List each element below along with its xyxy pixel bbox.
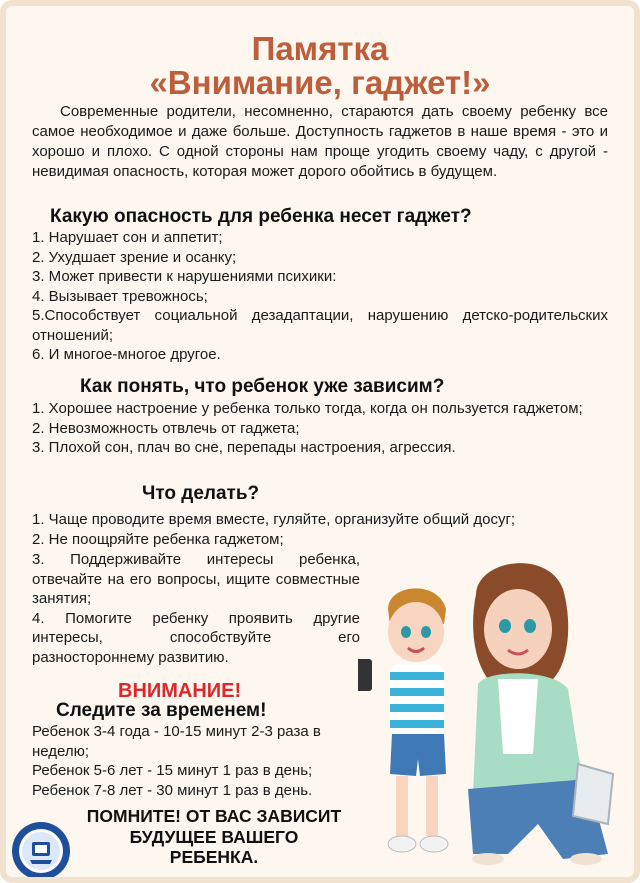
list-item: 3. Может привести к нарушениями психики: <box>32 268 337 285</box>
list-item: 6. И многое-многое другое. <box>32 346 221 363</box>
list-item: 1. Нарушает сон и аппетит; <box>32 229 223 246</box>
intro-paragraph: Современные родители, несомненно, стараются дать своему ребенку все самое необходимое и даже больше. Доступность гаджетов в наше время - это и хорошо и плохо. С одной стороны нам проще угодить своему чаду, с другой - невидимая опасность, которая может дорого обойтись в будущем. <box>32 103 608 180</box>
remember-note: ПОМНИТЕ! ОТ ВАС ЗАВИСИТ БУДУЩЕЕ ВАШЕГО РЕБЕНКА. <box>86 806 342 867</box>
title-line-1: Памятка <box>251 30 389 67</box>
dependent-heading: Как понять, что ребенок уже зависим? <box>80 376 445 397</box>
list-item: 1. Хорошее настроение у ребенка только тогда, когда он пользуется гаджетом; <box>32 400 583 417</box>
list-item: 3. Плохой сон, плач во сне, перепады настроения, агрессия. <box>32 439 456 456</box>
list-item: 2. Ухудшает зрение и осанку; <box>32 248 237 266</box>
list-item: 1. Чаще проводите время вместе, гуляйте, организуйте общий досуг; <box>32 511 516 528</box>
list-item: 4. Вызывает тревожнось; <box>32 287 208 305</box>
list-item: Ребенок 3-4 года - 10-15 минут 2-3 раза в неделю; <box>32 723 321 760</box>
time-heading: Следите за временем! <box>56 700 267 721</box>
list-item: 4. Помогите ребенку проявить другие интересы, способствуйте его разностороннему развитию. <box>32 609 360 666</box>
seal-emblem-icon <box>10 820 72 882</box>
list-item: 5.Способствует социальной дезадаптации, нарушению детско-родительских отношений; <box>32 307 608 344</box>
attention-label: ВНИМАНИЕ! <box>118 680 242 702</box>
mother-and-child-illustration-icon <box>358 554 618 874</box>
title-line-2: «Внимание, гаджет!» <box>149 64 491 101</box>
list-item: Ребенок 5-6 лет - 15 минут 1 раз в день; <box>32 762 313 779</box>
list-item: 3. Поддерживайте интересы ребенка, отвечайте на его вопросы, ищите совместные занятия; <box>32 551 360 607</box>
danger-heading: Какую опасность для ребенка несет гаджет? <box>50 206 472 227</box>
todo-list-narrow <box>32 550 360 667</box>
list-item: 2. Не поощряйте ребенка гаджетом; <box>32 530 284 548</box>
danger-list <box>32 228 608 365</box>
dependent-list <box>32 399 608 458</box>
todo-list-wide <box>32 510 608 549</box>
list-item: 2. Невозможность отвлечь от гаджета; <box>32 419 300 437</box>
time-list <box>32 722 362 800</box>
list-item: Ребенок 7-8 лет - 30 минут 1 раз в день. <box>32 781 313 799</box>
todo-heading: Что делать? <box>142 483 260 504</box>
